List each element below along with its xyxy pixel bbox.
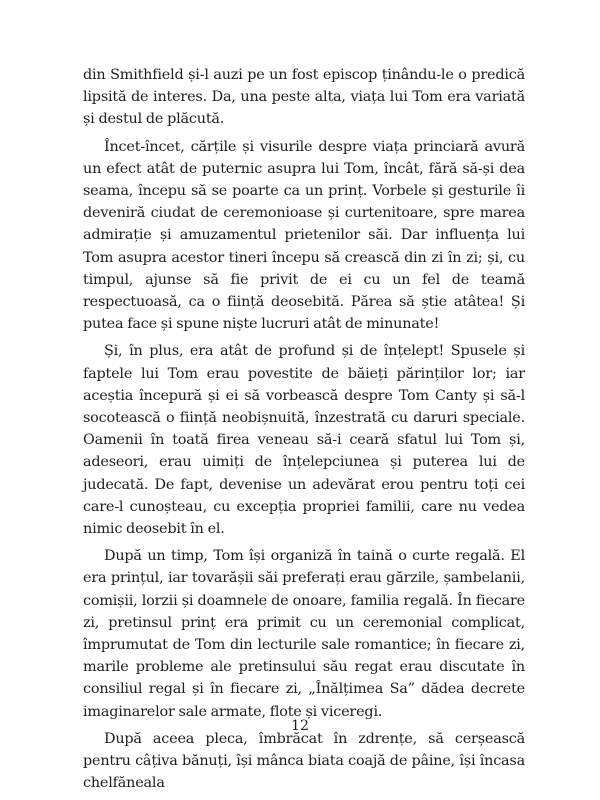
body-text — [83, 64, 525, 800]
page-number: 12 — [291, 718, 309, 734]
paragraph-continuation: din Smithfield și-l auzi pe un fost episcop ținându-le o predică lipsită de interes. Da, una peste alta, viața lui Tom era variată și destul de plăcută. — [83, 67, 525, 128]
paragraph: Și, în plus, era atât de profund și de înțelept! Spusele și faptele lui Tom erau povestite de băieți părinților lor; iar aceștia începură și ei să vorbească despre Tom Canty și să-l socotească o ființă neobișnuită, înzestrată cu daruri speciale. Oamenii în toată firea veneau să-i ceară sfatul lui Tom și, adeseori, erau uimiți de înțelepciunea și puterea lui de judecată. De fapt, devenise un adevărat erou pentru toți cei care-l cunoșteau, cu excepția propriei familii, care nu vedea nimic deosebit în el. — [83, 343, 525, 538]
paragraph: După aceea pleca, îmbrăcat în zdrențe, să cerșească pentru câțiva bănuți, își mânca biata coajă de pâine, își încasa chelfăneala — [83, 730, 525, 792]
paragraph: Încet-încet, cărțile și visurile despre viața princiară avură un efect atât de puternic asupra lui Tom, încât, fără să-și dea seama, începu să se poarte ca un prinț. Vorbele și gesturile îi deveniră ciudat de ceremonioase și curtenitoare, spre marea admirație și amuzamentul prietenilor săi. Dar influența lui Tom asupra acestor tineri începu să crească din zi în zi; și, cu timpul, ajunse să fie privit de ei cu un fel de teamă respectuoasă, ca o ființă deosebită. Părea să știe atâtea! Și putea face și spune niște lucruri atât de minunate! — [83, 138, 525, 333]
paragraph: După un timp, Tom își organiză în taină o curte regală. El era prințul, iar tovarășii săi preferați erau gărzile, șambelanii, comișii, lorzii și doamnele de onoare, familia regală. În fiecare zi, pretinsul prinț era primit cu un ceremonial complicat, împrumutat de Tom din lecturile sale romantice; în fiecare zi, marile probleme ale pretinsului său regat erau discutate în consiliul regal și în fiecare zi, „Înălțimea Sa” dădea decrete imaginarelor sale armate, flote și viceregi. — [83, 548, 525, 720]
